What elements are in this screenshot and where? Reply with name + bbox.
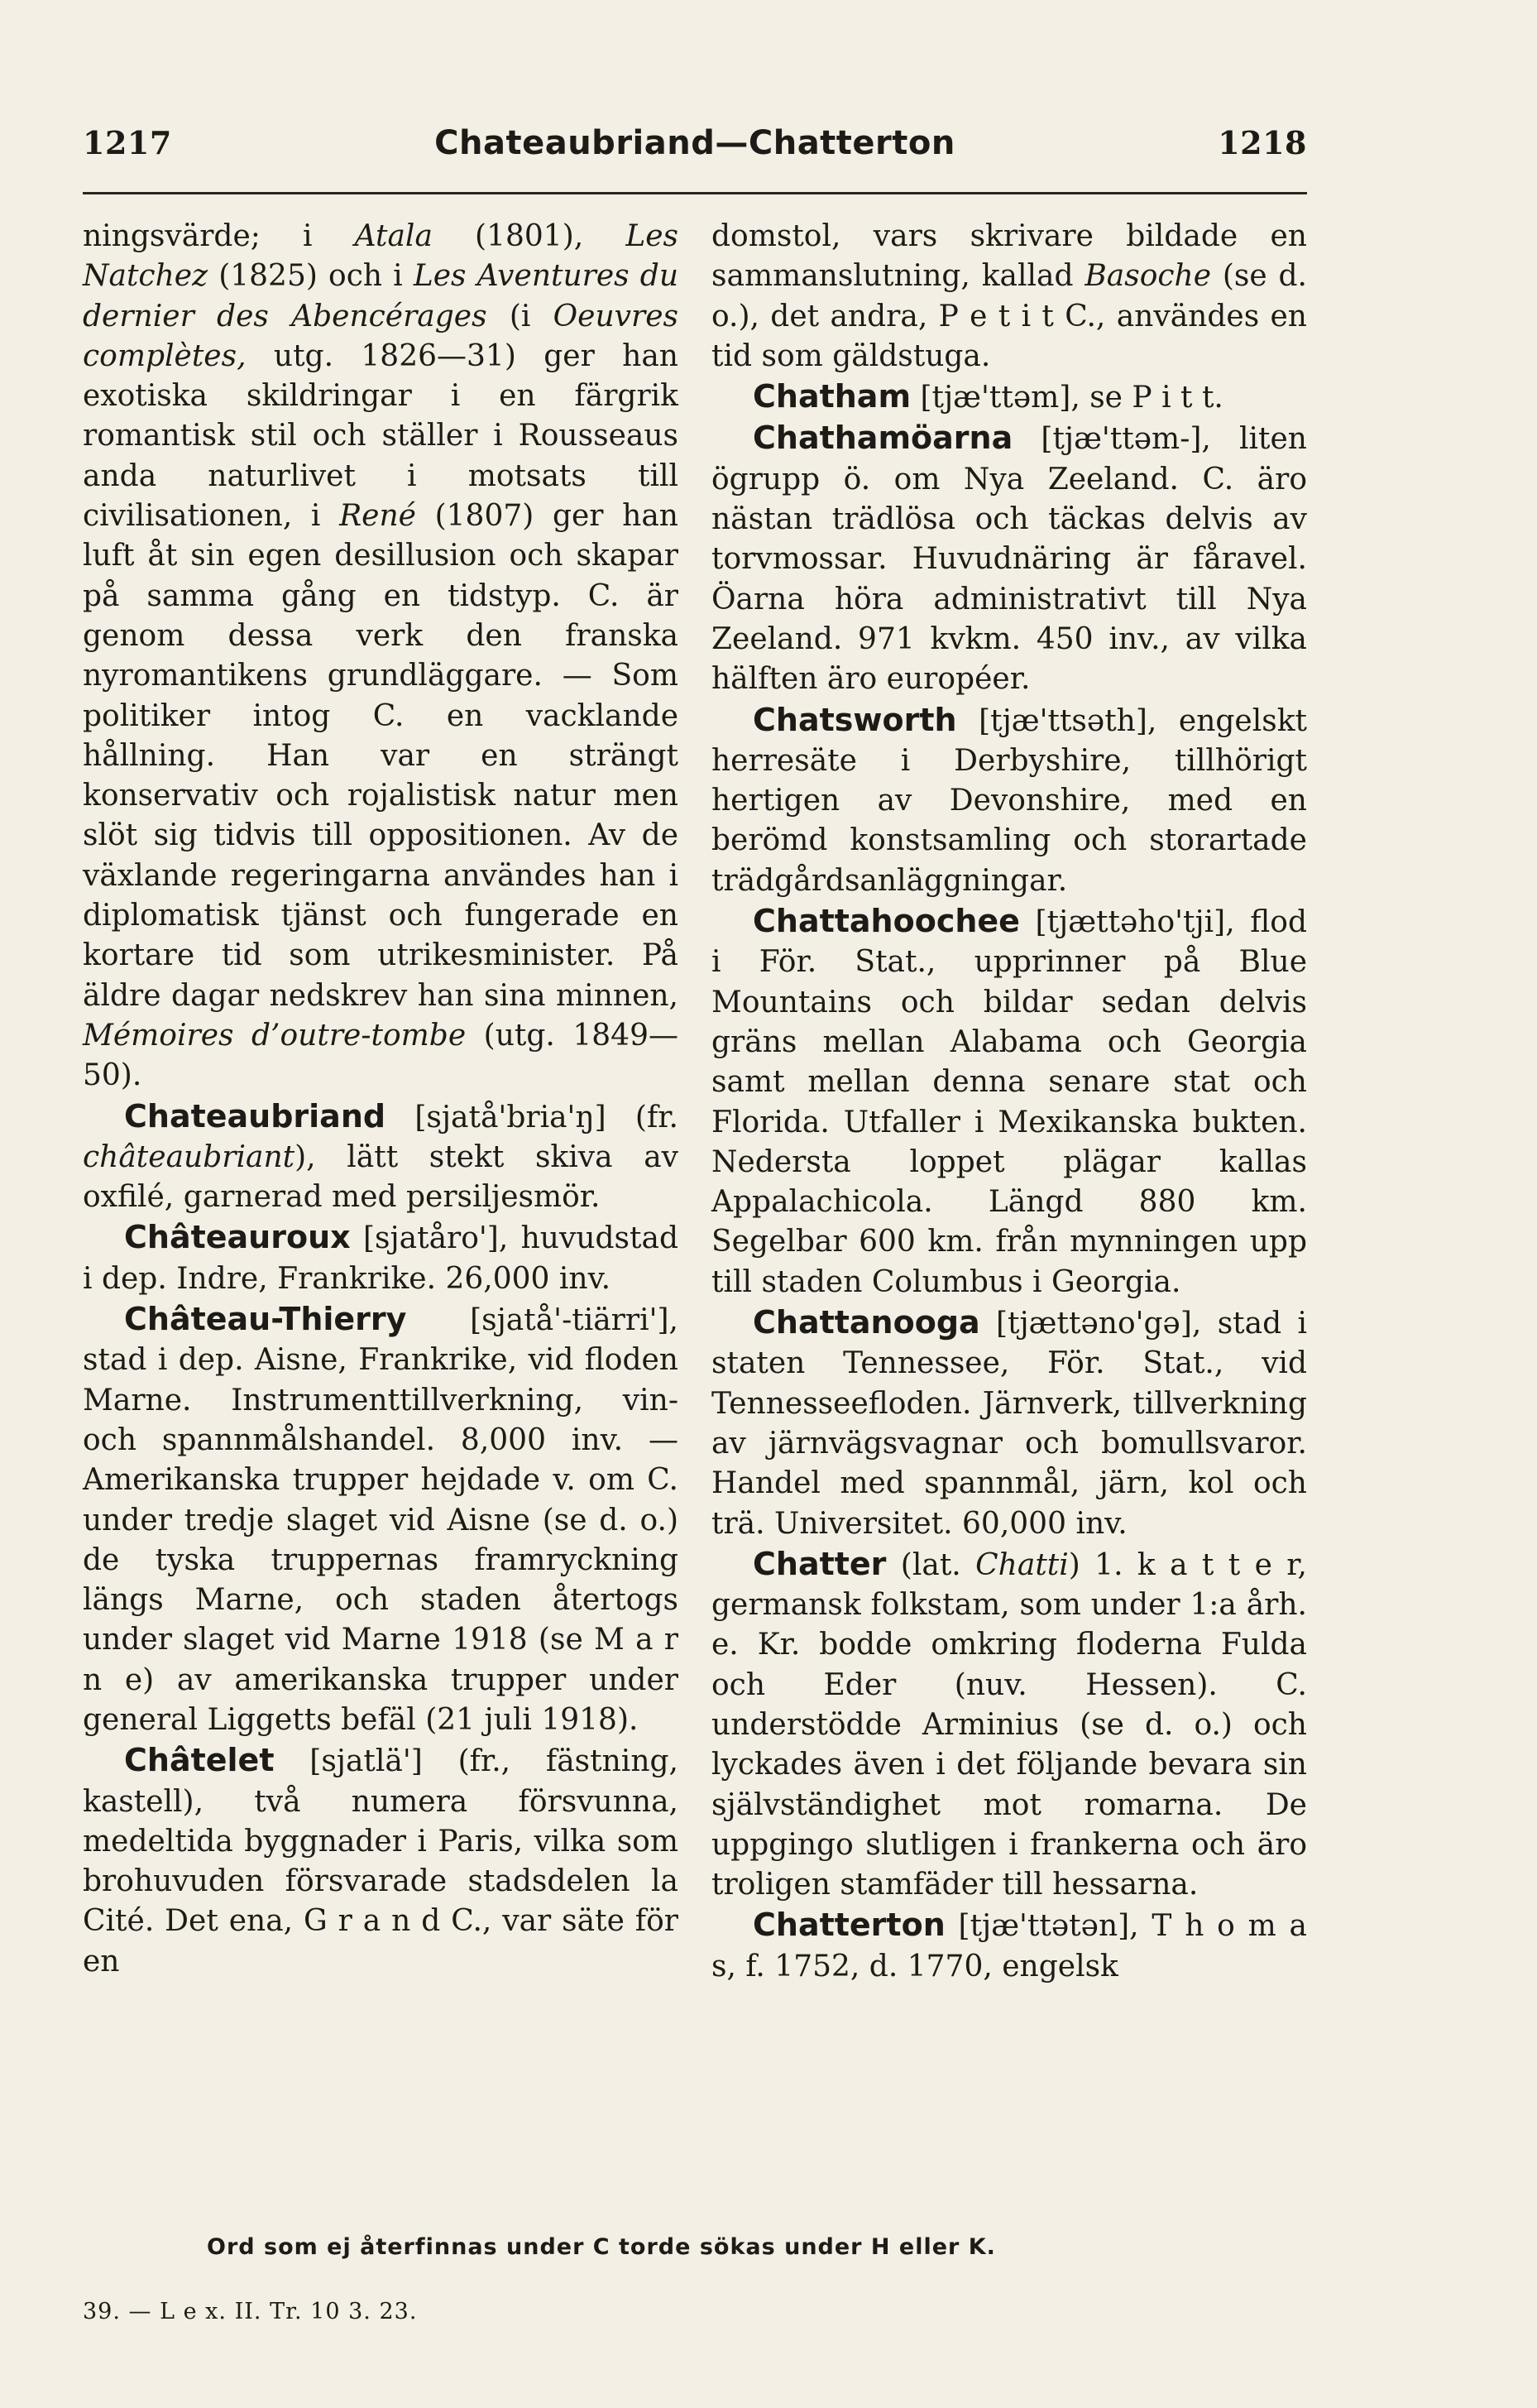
- entry-text: (1807) ger han luft åt sin egen desillusion och skapar på samma gång en tidstyp. C. är genom dessa verk den franska nyromantikens grundläggare. — Som politiker intog C. en vacklande hållning. Han var en strängt konservativ och rojalistisk natur men slöt sig tidvis till oppositionen. Av de växlande regeringarna användes han i diplomatisk tjänst och fungerade en kortare tid som utrikesminister. På äldre dagar nedskrev han sina minnen,: [83, 499, 678, 1013]
- entry-text: utg. 1826—31) ger han exotiska skildringar i en färgrik romantisk stil och ställer i Rousseaus anda naturlivet i motsats till civilisationen, i: [83, 338, 678, 534]
- work-title: Les Aventures du dernier des Abencérages: [83, 259, 679, 333]
- entry-headword: Chathamöarna: [753, 420, 1013, 457]
- printer-signature: 39. — L e x. II. Tr. 10 3. 23.: [83, 2299, 418, 2324]
- entry-headword: Chateaubriand: [124, 1097, 386, 1134]
- entry-headword: Chatsworth: [753, 701, 957, 738]
- entry-continuation: [711, 217, 1307, 377]
- entry-text: [sjatå'-tiärri'], stad i dep. Aisne, Frankrike, vid floden Marne. Instrumenttillverkning, vin- och spannmålshandel. 8,000 inv. — Amerikanska trupper hejdade v. om C. under tredje slaget vid Aisne (se d. o.) de tyska truppernas framryckning längs Marne, och staden återtogs under slaget vid Marne 1918 (se M a r n e) av amerikanska trupper under general Liggetts befäl (21 juli 1918).: [83, 1303, 678, 1737]
- entry-chatelet: [83, 1740, 678, 1982]
- entry-headword: Château-Thierry: [124, 1301, 407, 1338]
- entry-chattanooga: [711, 1302, 1307, 1544]
- work-title: Les Natchez: [83, 219, 678, 294]
- entry-text: [tjæ'ttsəth], engelskt herresäte i Derbyshire, tillhörigt hertigen av Devonshire, med en berömd konstsamling och storartade trädgårdsanläggningar.: [711, 703, 1307, 898]
- entry-text: [sjatlä'] (fr., fästning, kastell), två numera försvunna, medeltida byggnader i Paris, vilka som brohuvuden försvarade stadsdelen la Cité. Det ena, G r a n d C., var säte för en: [83, 1744, 678, 1979]
- running-title: Chateaubriand—Chatterton: [434, 124, 955, 162]
- entry-text: ), lätt stekt skiva av oxfilé, garnerad med persiljesmör.: [83, 1139, 678, 1215]
- entry-text: [sjatå'bria'ŋ] (fr.: [385, 1100, 678, 1134]
- entry-continuation: [83, 217, 678, 1096]
- footnote: Ord som ej återfinnas under C torde sökas under H eller K.: [207, 2234, 996, 2260]
- entry-text: (i: [486, 299, 553, 333]
- work-title: Mémoires d’outre-tombe: [83, 1018, 467, 1053]
- entry-headword: Chatterton: [753, 1907, 946, 1944]
- entry-text: (utg. 1849—50).: [83, 1018, 678, 1093]
- entry-text: [sjatåro'], huvudstad i dep. Indre, Frankrike. 26,000 inv.: [83, 1221, 678, 1296]
- entry-text: [tjæ'ttəm-], liten ögrupp ö. om Nya Zeeland. C. äro nästan trädlösa och täckas delvis av torvmossar. Huvudnäring är fåravel. Öarna höra administrativt till Nya Zeeland. 971 kvkm. 450 inv., av vilka hälften äro européer.: [711, 422, 1307, 697]
- header-rule: [83, 192, 1307, 194]
- entry-chateauroux: [83, 1217, 678, 1299]
- entry-text: [tjættəho'tji], flod i För. Stat., upprinner på Blue Mountains och bildar sedan delvis gräns mellan Alabama och Georgia samt mellan denna senare stat och Florida. Utfaller i Mexikanska bukten. Nedersta loppet plägar kallas Appalachicola. Längd 880 km. Segelbar 600 km. från mynningen upp till staden Columbus i Georgia.: [711, 905, 1307, 1299]
- entry-chatterton: [711, 1905, 1307, 1987]
- page-header: [83, 124, 1307, 182]
- cross-reference: Basoche: [1085, 259, 1212, 294]
- entry-text: ) 1. k a t t e r, germansk folkstam, som under 1:a årh. e. Kr. bodde omkring floderna Fulda och Eder (nuv. Hessen). C. understödde Arminius (se d. o.) och lyckades även i det följande bevara sin självständighet mot romarna. De uppgingo slutligen i frankerna och äro troligen stamfäder till hessarna.: [711, 1547, 1307, 1902]
- entry-headword: Chattanooga: [753, 1304, 980, 1341]
- entry-chathamoarna: [711, 418, 1307, 699]
- work-title: René: [339, 499, 416, 534]
- entry-chatter: [711, 1544, 1307, 1906]
- entry-chateaubriand: [83, 1096, 678, 1218]
- work-title: Atala: [354, 219, 433, 253]
- entry-chatsworth: [711, 700, 1307, 901]
- entry-headword: Chatham: [753, 378, 912, 415]
- entry-text: domstol, vars skrivare bildade en sammanslutning, kallad: [711, 219, 1307, 294]
- entry-text: [tjæ'ttətən], T h o m a s, f. 1752, d. 1770, engelsk: [711, 1909, 1307, 1983]
- etymology: Chatti: [975, 1547, 1069, 1582]
- page-number-right: 1218: [1218, 124, 1307, 161]
- entry-text: (lat.: [886, 1547, 976, 1582]
- entry-chatham: [711, 377, 1307, 418]
- entry-chateau-thierry: [83, 1299, 678, 1740]
- page-number-left: 1217: [83, 124, 172, 161]
- entry-headword: Châteauroux: [124, 1219, 351, 1256]
- entry-headword: Chatter: [753, 1545, 887, 1582]
- entry-headword: Chattahoochee: [753, 903, 1020, 940]
- left-column: [83, 217, 678, 1982]
- right-column: [711, 217, 1307, 1987]
- entry-chattahoochee: [711, 901, 1307, 1302]
- entry-text: [tjæ'ttəm], se P i t t.: [911, 381, 1223, 415]
- work-title: Oeuvres complètes,: [83, 299, 678, 373]
- entry-text: [tjættəno'gə], stad i staten Tennessee, För. Stat., vid Tennesseefloden. Järnverk, tillverkning av järnvägsvagnar och bomullsvaror. Handel med spannmål, järn, kol och trä. Universitet. 60,000 inv.: [711, 1307, 1307, 1541]
- entry-text: (se d. o.), det andra, P e t i t C., användes en tid som gäldstuga.: [711, 259, 1307, 373]
- etymology: châteaubriant: [83, 1139, 295, 1174]
- entry-headword: Châtelet: [124, 1742, 275, 1779]
- entry-text: (1825) och i: [208, 259, 414, 294]
- entry-text: (1801),: [432, 219, 626, 253]
- entry-text: ningsvärde; i: [83, 219, 355, 253]
